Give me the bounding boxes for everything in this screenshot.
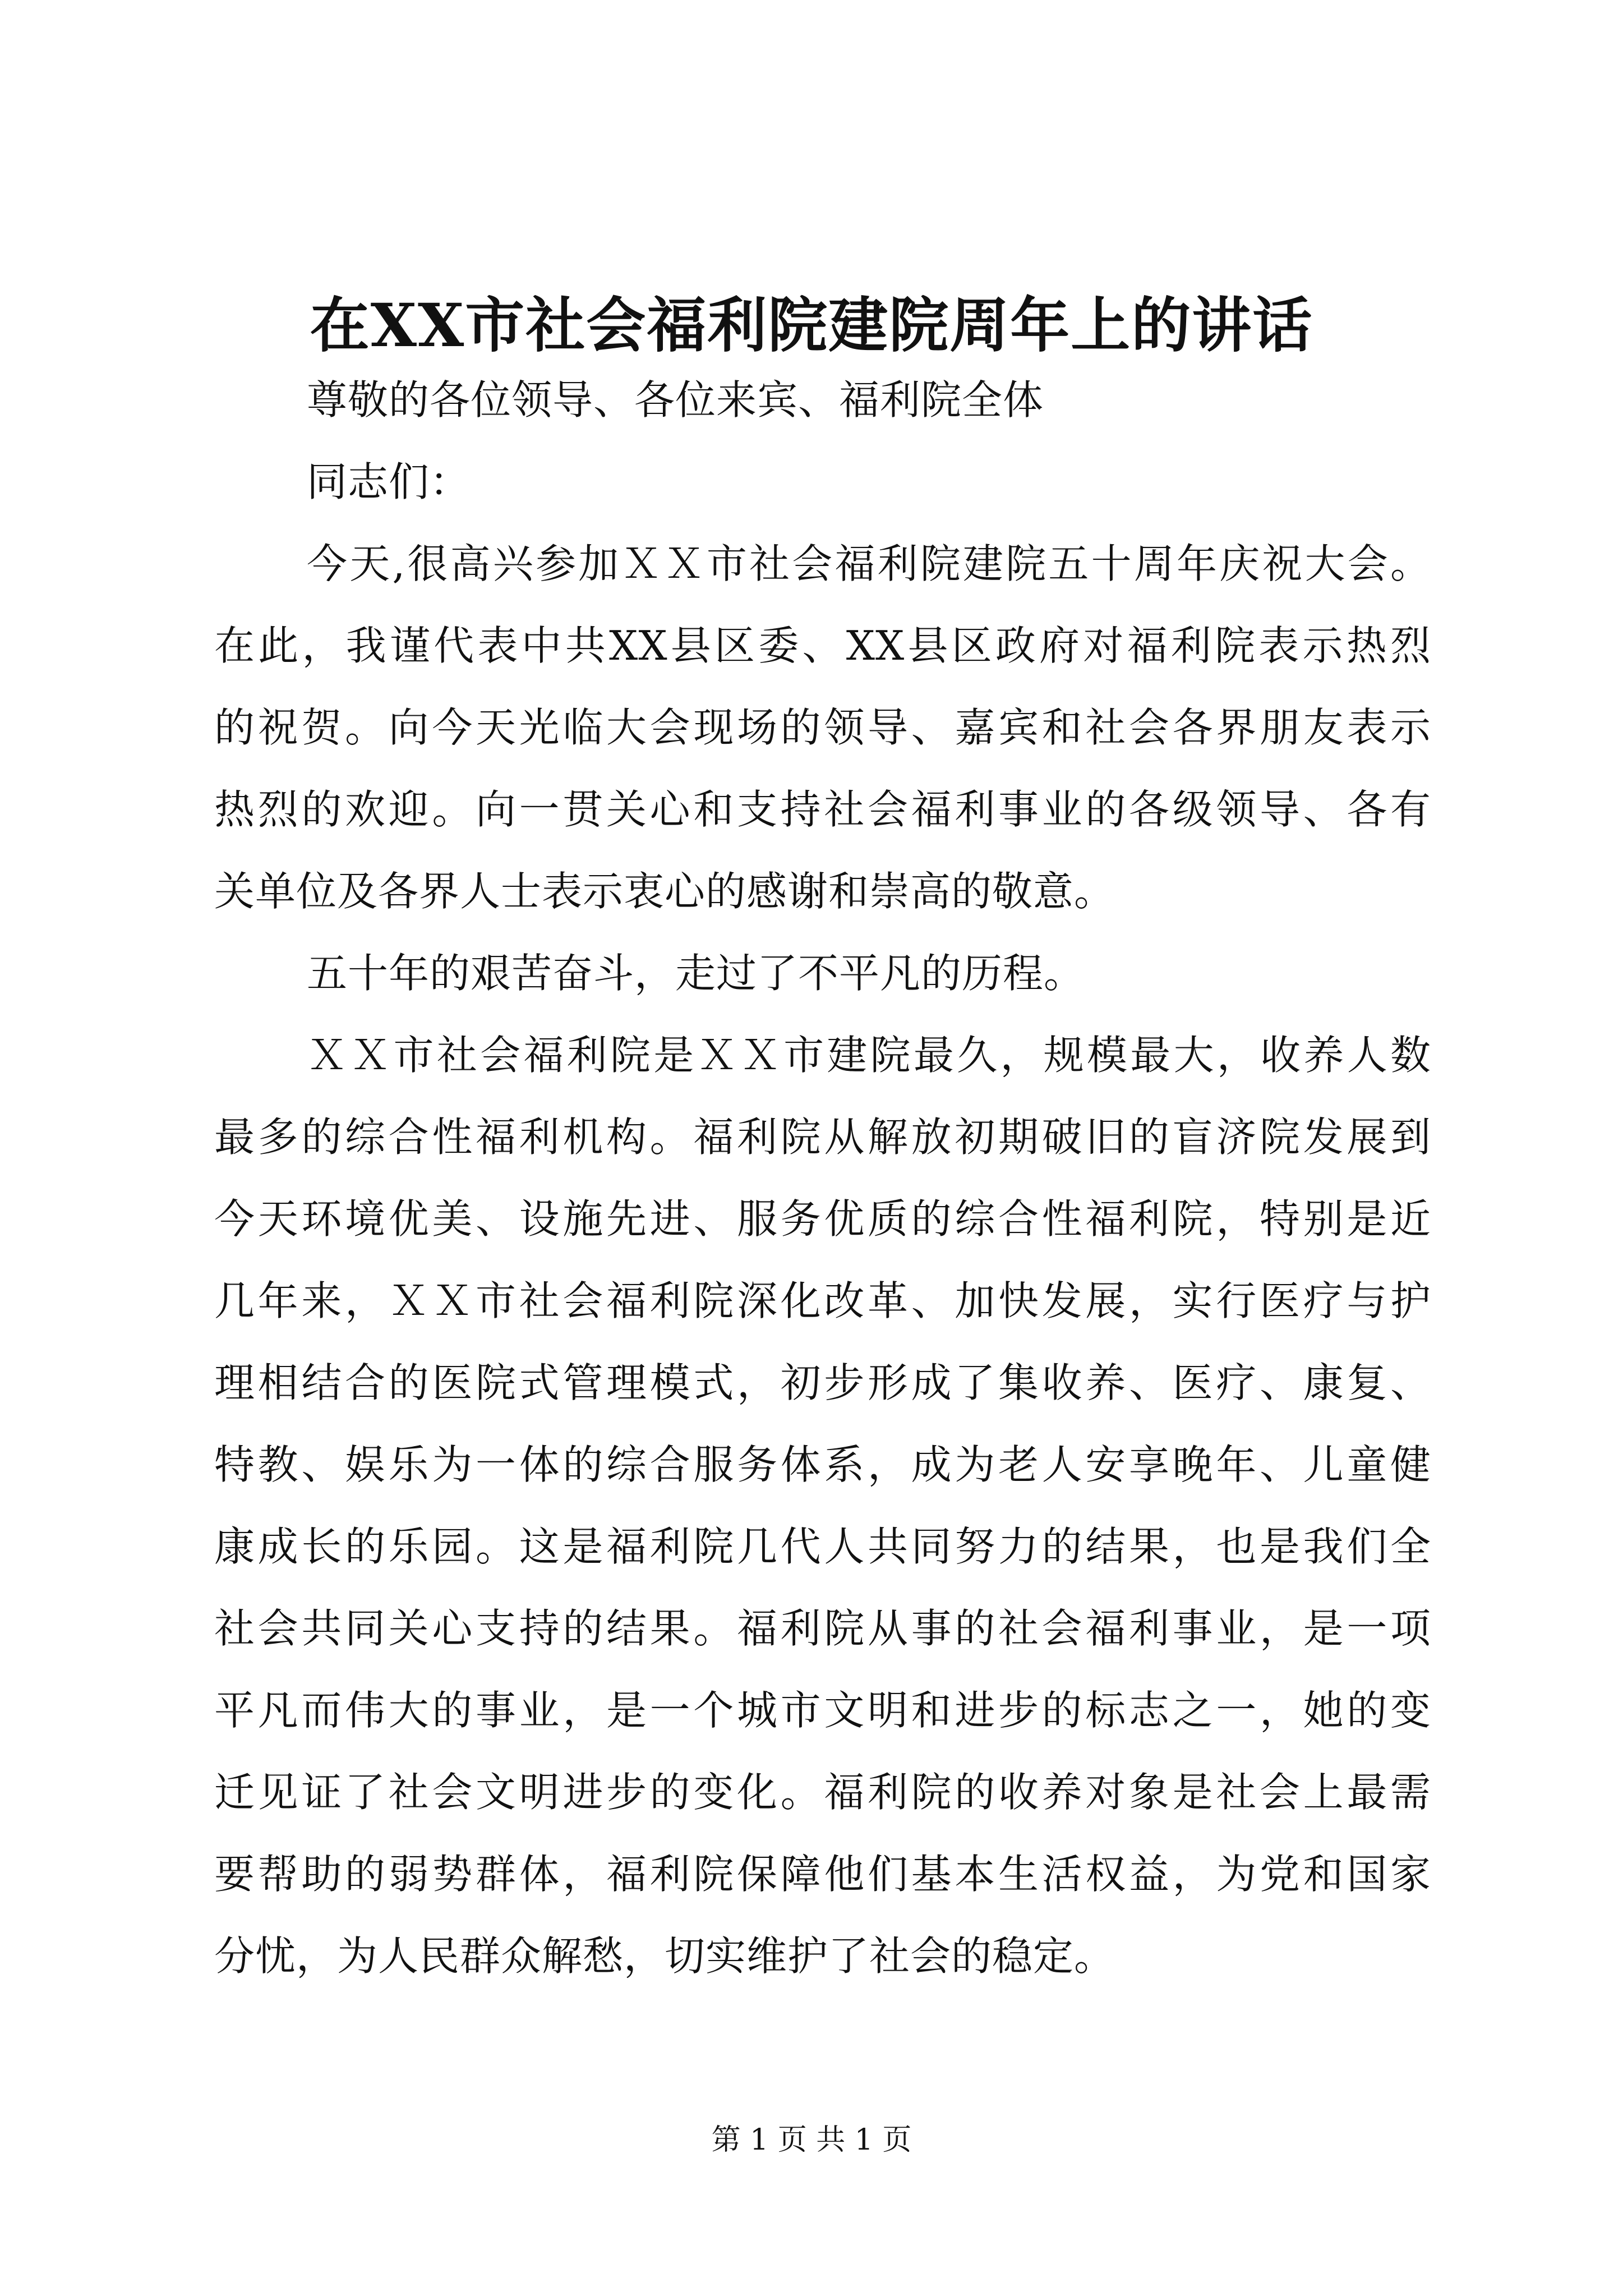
paragraph-2: [214, 932, 1431, 1014]
paragraph-1: [214, 523, 1431, 932]
paragraph-line: 分忧，为人民群众解愁，切实维护了社会的稳定。: [214, 1932, 1115, 1980]
document-body: [214, 359, 1431, 1997]
paragraph-line: 的祝贺。向今天光临大会现场的领导、嘉宾和社会各界朋友表示: [214, 704, 1431, 751]
document-title: 在XX市社会福利院建院周年上的讲话: [310, 290, 1313, 360]
paragraph-line: 今天,很高兴参加ＸＸ市社会福利院建院五十周年庆祝大会。: [307, 540, 1431, 587]
page-footer: 第 1 页 共 1 页: [711, 2123, 912, 2157]
paragraph-line: 理相结合的医院式管理模式，初步形成了集收养、医疗、康复、: [214, 1359, 1431, 1406]
paragraph-line: 热烈的欢迎。向一贯关心和支持社会福利事业的各级领导、各有: [214, 786, 1431, 833]
paragraph-3: [214, 1014, 1431, 1997]
salutation-line: 尊敬的各位领导、各位来宾、福利院全体: [307, 376, 1044, 424]
paragraph-line: 社会共同关心支持的结果。福利院从事的社会福利事业，是一项: [214, 1605, 1431, 1652]
paragraph-line: 特教、娱乐为一体的综合服务体系，成为老人安享晚年、儿童健: [214, 1441, 1431, 1488]
paragraph-line: 平凡而伟大的事业，是一个城市文明和进步的标志之一，她的变: [214, 1687, 1431, 1734]
paragraph-line: 几年来，ＸＸ市社会福利院深化改革、加快发展，实行医疗与护: [214, 1277, 1431, 1324]
paragraph-line: 康成长的乐园。这是福利院几代人共同努力的结果，也是我们全: [214, 1523, 1431, 1570]
paragraph-line: 五十年的艰苦奋斗，走过了不平凡的历程。: [307, 950, 1085, 997]
paragraph-line: 在此，我谨代表中共XX县区委、XX县区政府对福利院表示热烈: [214, 622, 1431, 669]
paragraph-line: ＸＸ市社会福利院是ＸＸ市建院最久，规模最大，收养人数: [307, 1032, 1431, 1079]
paragraph-line: 最多的综合性福利机构。福利院从解放初期破旧的盲济院发展到: [214, 1114, 1431, 1161]
paragraph-line: 今天环境优美、设施先进、服务优质的综合性福利院，特别是近: [214, 1195, 1431, 1243]
salutation-line: 同志们：: [307, 458, 471, 505]
paragraph-line: 关单位及各界人士表示衷心的感谢和崇高的敬意。: [214, 868, 1115, 915]
paragraph-line: 要帮助的弱势群体，福利院保障他们基本生活权益，为党和国家: [214, 1851, 1431, 1898]
paragraph-line: 迁见证了社会文明进步的变化。福利院的收养对象是社会上最需: [214, 1769, 1431, 1816]
